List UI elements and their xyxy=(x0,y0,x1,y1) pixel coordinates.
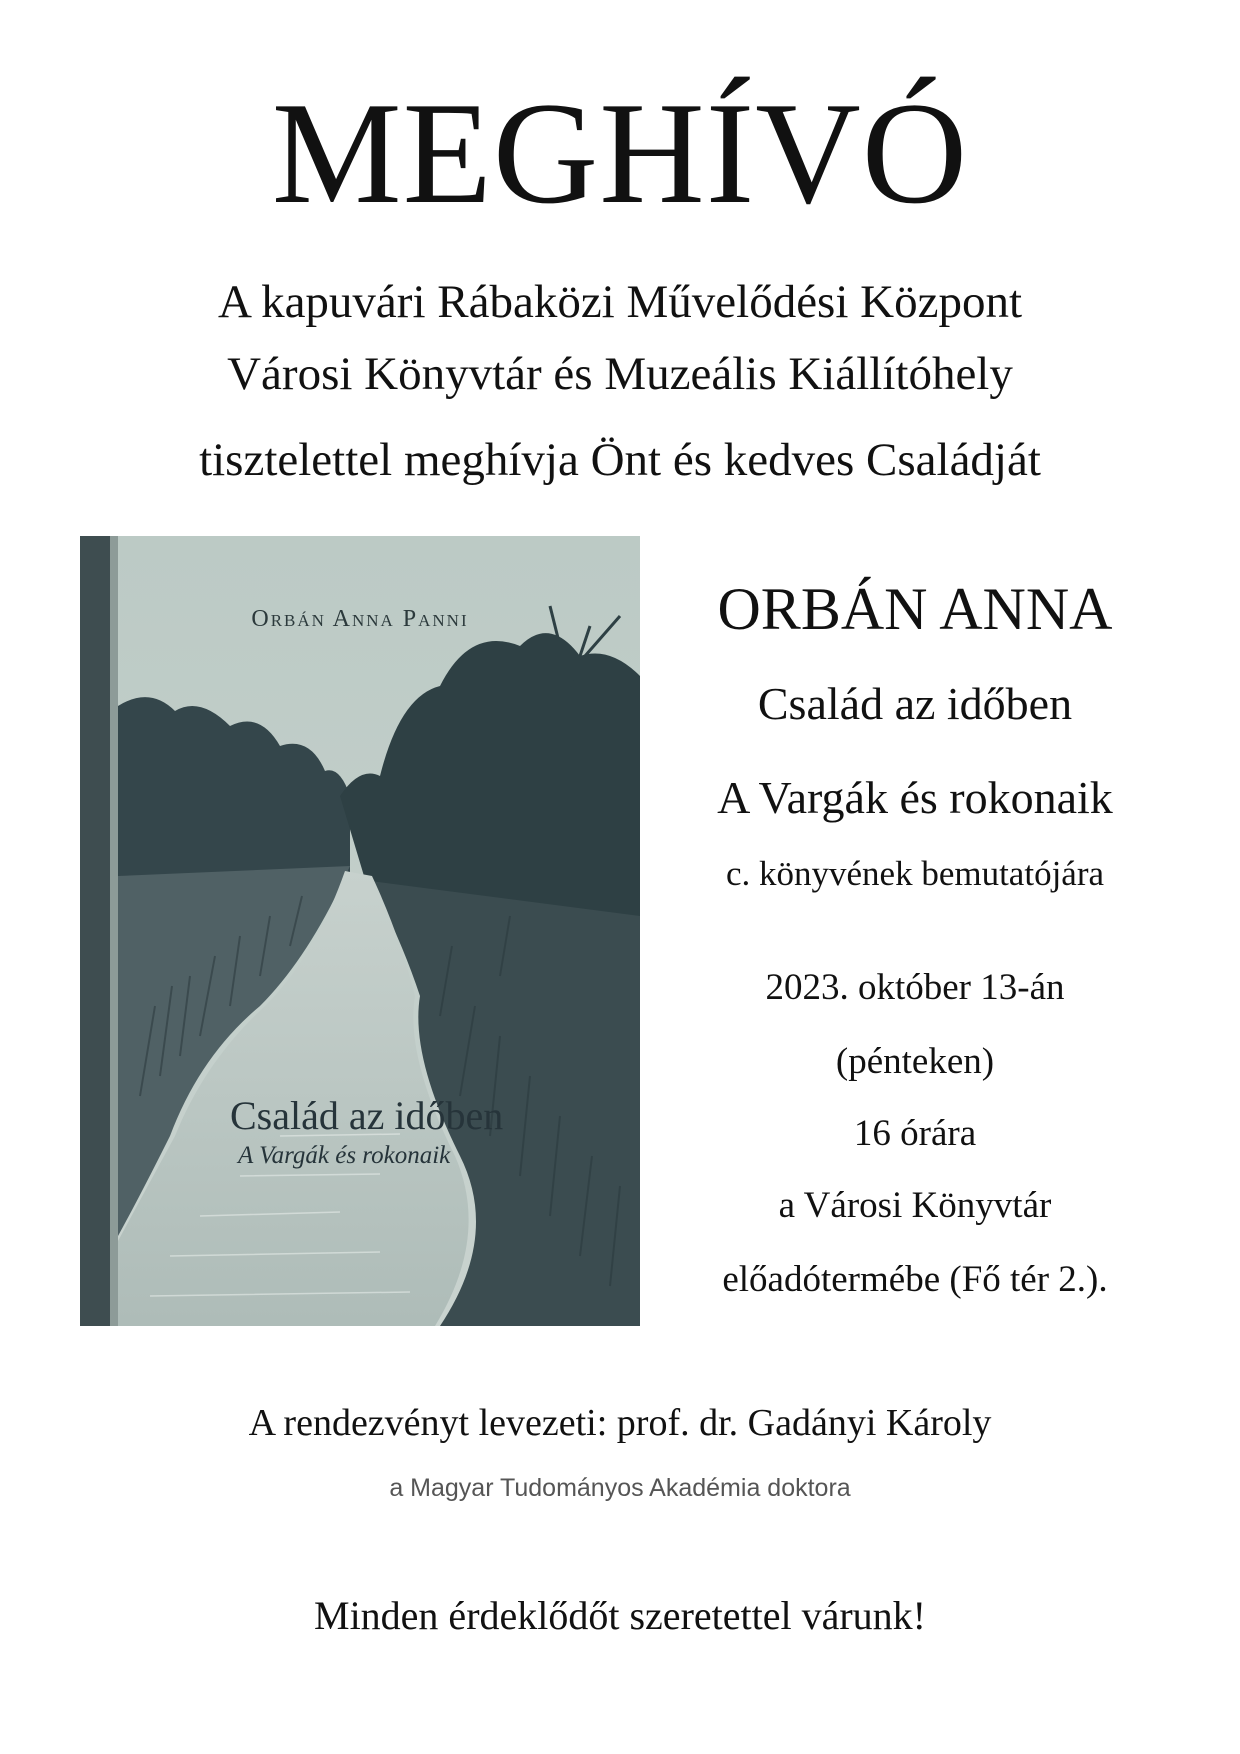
book-title: Család az időben xyxy=(757,678,1073,729)
intro-line-3: tisztelettel meghívja Önt és kedves Családját xyxy=(199,434,1041,486)
event-place: a Városi Könyvtár xyxy=(778,1185,1052,1226)
intro-line-2: Városi Könyvtár és Muzeális Kiállítóhely xyxy=(227,348,1013,400)
closing-line: Minden érdeklődőt szeretettel várunk! xyxy=(314,1593,926,1638)
page-title: MEGHÍVÓ xyxy=(271,72,969,234)
book-cover-image xyxy=(80,536,640,1326)
event-room: előadótermébe (Fő tér 2.). xyxy=(722,1259,1108,1300)
event-time: 16 órára xyxy=(853,1113,977,1154)
book-subtitle: A Vargák és rokonaik xyxy=(717,772,1113,823)
event-day: (pénteken) xyxy=(835,1041,995,1082)
host-line: A rendezvényt levezeti: prof. dr. Gadányi Károly xyxy=(248,1402,992,1444)
cover-subtitle: A Vargák és rokonaik xyxy=(238,1142,451,1169)
book-caption: c. könyvének bemutatójára xyxy=(725,854,1105,893)
cover-title: Család az időben xyxy=(230,1093,504,1138)
cover-landscape-illustration xyxy=(80,536,640,1326)
host-title: a Magyar Tudományos Akadémia doktora xyxy=(389,1474,851,1502)
intro-line-1: A kapuvári Rábaközi Művelődési Központ xyxy=(217,276,1023,328)
cover-author: Orbán Anna Panni xyxy=(251,606,469,632)
event-date: 2023. október 13-án xyxy=(765,967,1065,1008)
author-name: ORBÁN ANNA xyxy=(717,576,1113,642)
